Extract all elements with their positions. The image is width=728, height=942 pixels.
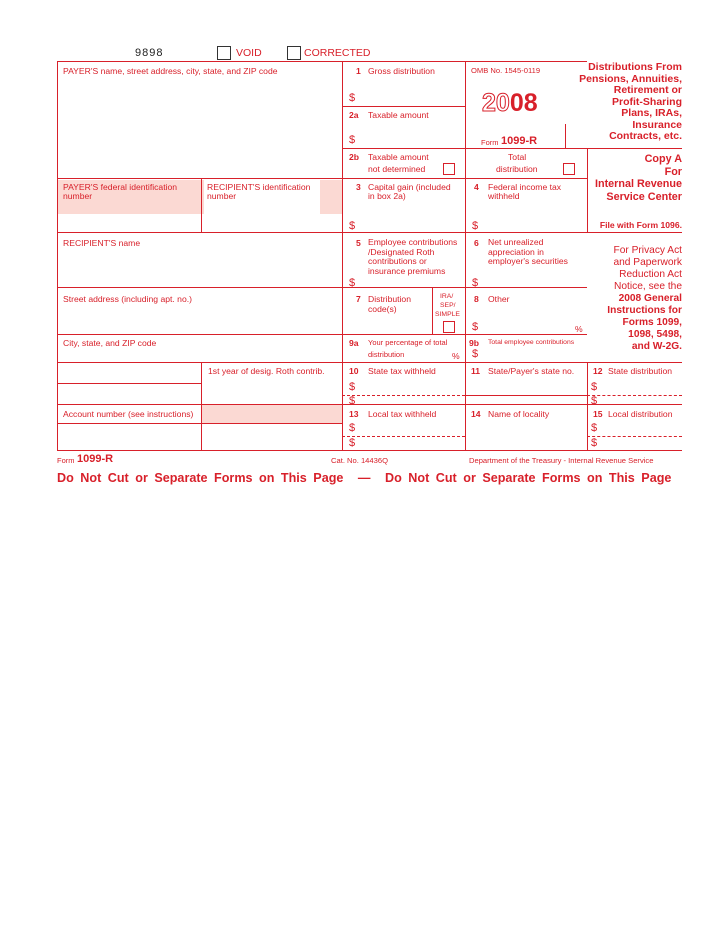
box4-label-2: withheld — [488, 191, 520, 201]
box15-label: Local distribution — [608, 409, 673, 419]
box12-num: 12 — [593, 366, 603, 376]
city-label: City, state, and ZIP code — [63, 338, 157, 348]
roth-year-label: 1st year of desig. Roth contrib. — [208, 366, 325, 376]
box13-num: 13 — [349, 409, 359, 419]
box5-label-line: /Designated Roth — [368, 246, 435, 257]
box8-num: 8 — [474, 294, 479, 304]
ira-label-1: IRA/ — [440, 293, 454, 300]
copy-line: Internal Revenue — [594, 178, 682, 191]
omb-form-word: Form — [481, 138, 499, 147]
box10-dollar-2: $ — [349, 395, 356, 407]
payer-fed-id-label-1: PAYER'S federal identification — [63, 182, 178, 192]
total-dist-label-2: distribution — [496, 164, 538, 174]
box3-dollar: $ — [349, 220, 356, 232]
account-label: Account number (see instructions) — [63, 409, 194, 419]
box5-label-line: insurance premiums — [368, 265, 446, 276]
omb-number: OMB No. 1545-0119 — [471, 66, 541, 75]
payer-fed-id-label-2: number — [63, 191, 93, 201]
box15-num: 15 — [593, 409, 603, 419]
do-not-cut-banner — [57, 471, 671, 485]
void-label: VOID — [236, 47, 262, 59]
box14-label: Name of locality — [488, 409, 550, 419]
total-dist-checkbox[interactable] — [563, 163, 575, 175]
box3-num: 3 — [356, 182, 361, 192]
title-line: Profit-Sharing — [612, 95, 682, 108]
box8-label: Other — [488, 294, 510, 304]
box13-label: Local tax withheld — [368, 409, 437, 419]
box12-label: State distribution — [608, 366, 673, 376]
box9a-label-1: Your percentage of total — [368, 338, 448, 347]
street-label: Street address (including apt. no.) — [63, 294, 192, 304]
box9b-num: 9b — [469, 338, 480, 348]
box7-label-1: Distribution — [368, 294, 411, 304]
box5-label-line: Employee contributions — [368, 237, 458, 247]
copy-line: Service Center — [606, 190, 682, 203]
footer-form-name: 1099-R — [77, 453, 114, 465]
box9a-label-2: distribution — [368, 350, 405, 359]
file-with: File with Form 1096. — [599, 220, 682, 230]
box1-num: 1 — [356, 66, 361, 76]
title-line: Pensions, Annuities, — [579, 72, 682, 85]
box6-label-line: appreciation in — [488, 246, 544, 257]
title-line: Plans, IRAs, — [621, 107, 682, 119]
box8-percent: % — [575, 324, 583, 334]
title-line: Retirement or — [613, 84, 682, 96]
form-mark: 9898 — [135, 47, 164, 59]
box1-label: Gross distribution — [368, 66, 435, 76]
box2b-num: 2b — [349, 152, 360, 162]
copy-label: Copy A — [644, 153, 682, 165]
notice-line: Instructions for — [607, 305, 682, 316]
cat-no: Cat. No. 14436Q — [331, 456, 388, 465]
notice-line: Forms 1099, — [622, 317, 682, 328]
title-line: Contracts, etc. — [609, 130, 682, 142]
omb-form-name: 1099-R — [501, 135, 538, 147]
box7-label-2: code(s) — [368, 304, 397, 314]
footer-form-word: Form — [57, 456, 75, 465]
department: Department of the Treasury - Internal Revenue Service — [469, 456, 654, 465]
tax-year-solid: 08 — [509, 89, 538, 117]
box2a-num: 2a — [349, 110, 359, 120]
box2b-label-2: not determined — [368, 164, 426, 174]
form-title — [566, 62, 682, 143]
box9a-percent: % — [452, 351, 460, 361]
box9b-dollar: $ — [472, 348, 479, 360]
box7-num: 7 — [356, 294, 361, 304]
tax-year-outline: 20 — [482, 89, 510, 117]
box5-label — [368, 238, 466, 276]
box5-dollar: $ — [349, 277, 356, 289]
box4-dollar: $ — [472, 220, 479, 232]
box10-label: State tax withheld — [368, 366, 436, 376]
box11-label: State/Payer's state no. — [488, 366, 575, 376]
box5-label-line: contributions or — [368, 256, 427, 267]
box10-dollar-1: $ — [349, 381, 356, 393]
box12-dollar-2: $ — [591, 395, 598, 407]
notice-line: and W-2G. — [631, 341, 682, 352]
notice-line: and Paperwork — [613, 257, 682, 268]
notice-line: Notice, see the — [614, 281, 682, 292]
box4-label-1: Federal income tax — [488, 182, 562, 192]
privacy-notice — [586, 245, 682, 353]
ira-label-3: SIMPLE — [435, 311, 460, 318]
copy-line: For — [664, 165, 682, 178]
copy-a-block — [588, 153, 682, 203]
box15-dollar-2: $ — [591, 437, 598, 449]
box6-dollar: $ — [472, 277, 479, 289]
box15-dollar-1: $ — [591, 422, 598, 434]
title-line: Distributions From — [588, 61, 682, 73]
box4-num: 4 — [474, 182, 479, 192]
box6-label-line: Net unrealized — [488, 237, 544, 247]
box6-label — [488, 238, 588, 267]
box5-num: 5 — [356, 238, 361, 248]
notice-line: Reduction Act — [619, 269, 682, 280]
box2b-label-1: Taxable amount — [368, 152, 429, 162]
box12-dollar-1: $ — [591, 381, 598, 393]
corrected-label: CORRECTED — [304, 47, 371, 59]
box10-num: 10 — [349, 366, 359, 376]
recipient-id-label-1: RECIPIENT'S identification — [207, 182, 311, 192]
account-shade — [201, 405, 342, 423]
box3-label-2: in box 2a) — [368, 191, 406, 201]
banner-sep: — — [357, 471, 371, 485]
box2b-checkbox[interactable] — [443, 163, 455, 175]
recipient-id-shade — [320, 180, 342, 214]
payer-name-label: PAYER'S name, street address, city, state, and ZIP code — [63, 66, 278, 76]
box1-dollar: $ — [349, 92, 356, 104]
recipient-name-label: RECIPIENT'S name — [63, 238, 141, 248]
ira-sep-simple-checkbox[interactable] — [443, 321, 455, 333]
box13-dollar-1: $ — [349, 422, 356, 434]
void-checkbox[interactable] — [217, 46, 231, 60]
notice-line: 1098, 5498, — [628, 329, 682, 340]
box2a-label: Taxable amount — [368, 110, 429, 120]
ira-label-2: SEP/ — [440, 302, 456, 309]
box3-label-1: Capital gain (included — [368, 182, 451, 192]
box9a-num: 9a — [349, 338, 359, 348]
total-dist-label-1: Total — [508, 152, 527, 162]
banner-right: Do Not Cut or Separate Forms on This Page — [385, 471, 672, 485]
box2a-dollar: $ — [349, 134, 356, 146]
box9b-label: Total employee contributions — [488, 339, 575, 346]
box6-num: 6 — [474, 238, 479, 248]
box11-num: 11 — [471, 366, 481, 376]
box8-dollar: $ — [472, 321, 479, 333]
tax-year — [482, 90, 538, 116]
notice-line: 2008 General — [618, 293, 682, 304]
box13-dollar-2: $ — [349, 437, 356, 449]
box6-label-line: employer's securities — [488, 256, 568, 267]
title-line: Insurance — [632, 118, 682, 131]
recipient-id-label-2: number — [207, 191, 237, 201]
corrected-checkbox[interactable] — [287, 46, 301, 60]
notice-line: For Privacy Act — [613, 245, 682, 256]
banner-left: Do Not Cut or Separate Forms on This Page — [57, 471, 344, 485]
box14-num: 14 — [471, 409, 481, 419]
